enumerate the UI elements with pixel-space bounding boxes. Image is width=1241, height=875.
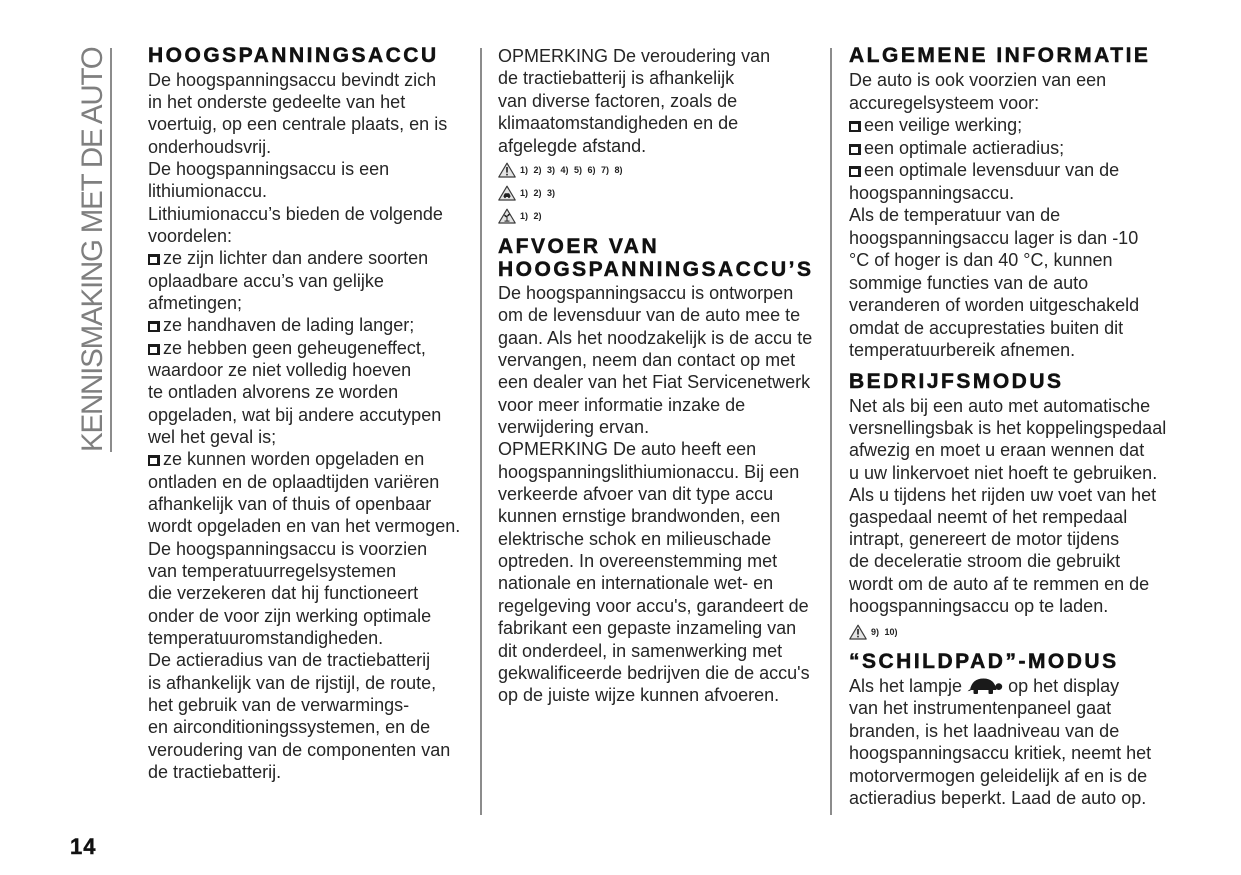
side-tab-divider	[110, 48, 112, 452]
body-line: oplaadbare accu’s van gelijke	[148, 270, 384, 291]
body-line: om de levensduur van de auto mee te	[498, 305, 801, 326]
vehicle-warning-reference-row	[498, 181, 623, 204]
column2-note	[498, 45, 770, 157]
warning-icon	[498, 162, 520, 178]
body-line: de tractiebatterij.	[148, 762, 282, 783]
bullet-icon	[148, 344, 160, 355]
heading-hoogspanningsaccu: HOOGSPANNINGSACCU	[148, 44, 439, 67]
body-line: De auto is ook voorzien van een	[849, 70, 1107, 90]
column3-symbol-references	[849, 620, 898, 643]
bullet-icon	[148, 254, 160, 265]
body-line: OPMERKING De auto heeft een	[498, 439, 757, 460]
heading-afvoer-line-1: AFVOER VAN	[498, 235, 660, 258]
body-line: sommige functies van de auto	[849, 272, 1089, 293]
bullet-item	[148, 314, 460, 336]
body-line: intrapt, genereert de motor tijdens	[849, 529, 1120, 550]
body-line: wel het geval is;	[148, 427, 277, 447]
column1-body	[148, 69, 460, 784]
reference-numbers: 9) 10)	[871, 626, 898, 637]
body-line: Als de temperatuur van de	[849, 205, 1061, 225]
body-line: en airconditioningssystemen, en de	[148, 717, 431, 738]
body-line: De hoogspanningsaccu is voorzien	[148, 538, 428, 559]
warning-icon	[849, 624, 871, 640]
body-line: voor meer informatie inzake de	[498, 394, 746, 415]
body-line: te ontladen alvorens ze worden	[148, 382, 399, 403]
body-line: dit onderdeel, in samenwerking met	[498, 640, 783, 661]
body-line: Lithiumionaccu’s bieden de volgende	[148, 203, 443, 224]
body-line: het gebruik van de verwarmings-	[148, 695, 410, 716]
body-line: hoogspanningsaccu op te laden.	[849, 595, 1109, 616]
body-line: die verzekeren dat hij functioneert	[148, 583, 419, 604]
body-line: waardoor ze niet volledig hoeven	[148, 359, 412, 380]
body-line: veranderen of worden uitgeschakeld	[849, 295, 1140, 315]
body-line: nationale en internationale wet- en	[498, 573, 774, 594]
body-line: gaspedaal neemt of het rempedaal	[849, 506, 1128, 527]
column3-body2	[849, 395, 1166, 617]
body-line: Als u tijdens het rijden uw voet van het	[849, 484, 1157, 505]
note-line: afgelegde afstand.	[498, 135, 647, 156]
body-line: hoogspanningsaccu.	[849, 182, 1015, 203]
reference-numbers: 1) 2)	[520, 210, 542, 221]
body-line: optreden. In overeenstemming met	[498, 551, 778, 572]
bullet-text: een optimale actieradius;	[864, 137, 1065, 158]
body-line: u uw linkervoet niet hoeft te gebruiken.	[849, 462, 1158, 483]
bullet-item	[148, 448, 460, 470]
body-line: afwezig en moet u eraan wennen dat	[849, 440, 1145, 461]
body-line: fabrikant een gepaste inzameling van	[498, 618, 797, 639]
body-line: van temperatuurregelsystemen	[148, 561, 397, 582]
body-line: vervangen, neem dan contact op met	[498, 350, 796, 371]
body-line: in het onderste gedeelte van het	[148, 91, 406, 112]
body-line: veroudering van de componenten van	[148, 739, 451, 760]
bullet-item	[148, 337, 460, 359]
column3-heading2-block	[849, 371, 1064, 394]
column-divider	[830, 48, 832, 815]
bullet-icon	[849, 144, 861, 155]
bullet-text: ze hebben geen geheugeneffect,	[163, 337, 426, 358]
body-line: hoogspanningsaccu lager is dan -10	[849, 227, 1139, 248]
environment-reference-row	[498, 204, 623, 227]
body-line: De actieradius van de tractiebatterij	[148, 650, 431, 671]
column-divider	[480, 48, 482, 815]
body-line: voertuig, op een centrale plaats, en is	[148, 114, 448, 135]
body-line: opgeladen, wat bij andere accutypen	[148, 404, 442, 425]
bullet-icon	[849, 166, 861, 177]
body-line: afhankelijk van of thuis of openbaar	[148, 494, 432, 515]
column3-body3	[849, 675, 1151, 809]
column2-heading-block	[498, 235, 813, 281]
reference-numbers: 1) 2) 3)	[520, 187, 556, 198]
note-line: klimaatomstandigheden en de	[498, 113, 739, 134]
body-line: omdat de accuprestaties buiten dit	[849, 317, 1124, 338]
note-line: OPMERKING De veroudering van	[498, 46, 771, 66]
bullet-icon	[849, 121, 861, 132]
body-line: De hoogspanningsaccu bevindt zich	[148, 69, 437, 90]
bullet-item	[849, 137, 1139, 160]
body-line: is afhankelijk van de rijstijl, de route,	[148, 672, 437, 693]
column3-body1	[849, 69, 1139, 362]
warning-reference-row	[849, 620, 898, 643]
body-line: °C of hoger is dan 40 °C, kunnen	[849, 250, 1113, 270]
column2-symbol-references	[498, 158, 623, 227]
page-number: 14	[70, 834, 97, 859]
body-line: Net als bij een auto met automatische	[849, 396, 1151, 416]
body-line: gekwalificeerde bedrijven die de accu's	[498, 662, 810, 683]
heading-schildpad-modus: “SCHILDPAD”-MODUS	[849, 650, 1119, 673]
bullet-text: ze handhaven de lading langer;	[163, 315, 415, 336]
body-line: op de juiste wijze kunnen afvoeren.	[498, 685, 780, 706]
bullet-text: ze kunnen worden opgeladen en	[163, 449, 425, 470]
body-line: verkeerde afvoer van dit type accu	[498, 484, 774, 505]
body-line: temperatuuromstandigheden.	[148, 628, 384, 649]
heading-bedrijfsmodus: BEDRIJFSMODUS	[849, 370, 1064, 393]
heading-algemene-informatie: ALGEMENE INFORMATIE	[849, 44, 1151, 67]
column3-heading1-block	[849, 45, 1150, 68]
bullet-icon	[148, 455, 160, 466]
body-line: onder de voor zijn werking optimale	[148, 605, 432, 626]
column2-body	[498, 282, 812, 707]
body-line: voordelen:	[148, 225, 233, 246]
bullet-text: een optimale levensduur van de	[864, 160, 1120, 180]
body-line: De hoogspanningsaccu is een	[148, 158, 390, 179]
bullet-item	[849, 159, 1139, 182]
bullet-text: een veilige werking;	[864, 115, 1023, 135]
body-text-before-icon: Als het lampje	[849, 676, 963, 696]
body-line: de deceleratie stroom die gebruikt	[849, 551, 1121, 572]
body-text-after-icon: op het display	[1008, 676, 1120, 696]
warning-reference-row	[498, 158, 623, 181]
bullet-item	[849, 114, 1139, 137]
body-line: temperatuurbereik afnemen.	[849, 340, 1076, 360]
body-line: gaan. Als het noodzakelijk is de accu te	[498, 327, 813, 348]
note-line: van diverse factoren, zoals de	[498, 90, 738, 111]
section-side-tab: KENNISMAKING MET DE AUTO	[76, 47, 109, 452]
reference-numbers: 1) 2) 3) 4) 5) 6) 7) 8)	[520, 164, 623, 175]
body-line: een dealer van het Fiat Servicenetwerk	[498, 372, 811, 393]
body-line: actieradius beperkt. Laad de auto op.	[849, 787, 1147, 808]
note-line: de tractiebatterij is afhankelijk	[498, 68, 735, 89]
body-line: onderhoudsvrij.	[148, 136, 272, 157]
body-line: kunnen ernstige brandwonden, een	[498, 506, 781, 527]
body-line: regelgeving voor accu's, garandeert de	[498, 595, 809, 616]
column3-heading3-block	[849, 651, 1119, 674]
body-line: lithiumionaccu.	[148, 181, 268, 202]
bullet-icon	[148, 321, 160, 332]
car-warning-icon	[498, 185, 520, 201]
body-line: wordt opgeladen en van het vermogen.	[148, 516, 461, 537]
body-line: hoogspanningsaccu kritiek, neemt het	[849, 743, 1152, 764]
heading-afvoer-line-2: HOOGSPANNINGSACCU’S	[498, 258, 814, 281]
environment-icon	[498, 208, 520, 224]
body-line: elektrische schok en milieuschade	[498, 528, 772, 549]
body-line: De hoogspanningsaccu is ontworpen	[498, 283, 794, 303]
column1-heading-block	[148, 45, 439, 68]
body-line: motorvermogen geleidelijk af en is de	[849, 765, 1148, 786]
body-line: van het instrumentenpaneel gaat	[849, 698, 1112, 719]
body-line: afmetingen;	[148, 292, 243, 313]
body-line-with-icon	[849, 675, 1151, 697]
bullet-text: ze zijn lichter dan andere soorten	[163, 248, 429, 269]
body-line: wordt om de auto af te remmen en de	[849, 573, 1150, 594]
body-line: verwijdering ervan.	[498, 417, 650, 438]
body-line: ontladen en de oplaadtijden variëren	[148, 471, 440, 492]
body-line: hoogspanningslithiumionaccu. Bij een	[498, 461, 800, 482]
bullet-item	[148, 247, 460, 269]
body-line: versnellingsbak is het koppelingspedaal	[849, 418, 1167, 439]
body-line: accuregelsysteem voor:	[849, 92, 1040, 113]
body-line: branden, is het laadniveau van de	[849, 720, 1120, 741]
